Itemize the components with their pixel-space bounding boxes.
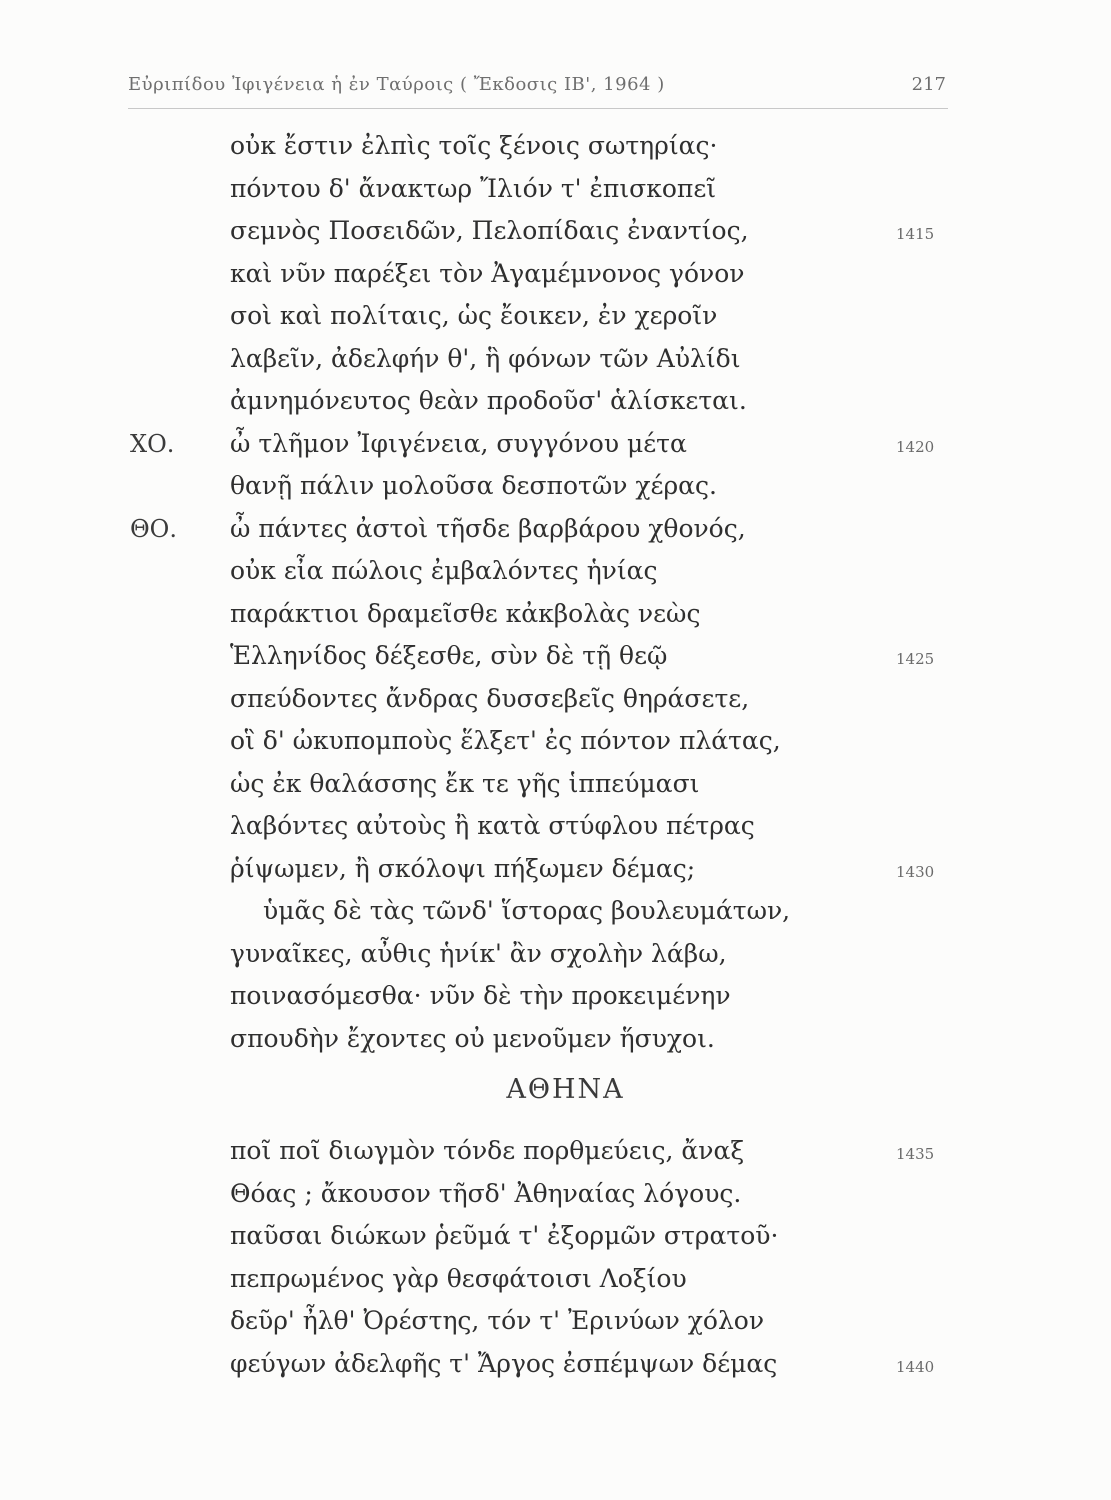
section-heading: ΑΘΗΝΑ <box>506 1074 625 1105</box>
verse-line: παῦσαι διώκων ῥεῦμά τ' ἐξορμῶν στρατοῦ· <box>230 1221 779 1250</box>
header-title: Εὐριπίδου Ἰφιγένεια ἡ ἐν Ταύροις ( Ἔκδοσις ΙΒ', 1964 ) <box>128 74 665 95</box>
verse-line: σοὶ καὶ πολίταις, ὡς ἔοικεν, ἐν χεροῖν <box>230 301 718 330</box>
line-number: 1430 <box>896 862 935 881</box>
verse-line: πεπρωμένος γὰρ θεσφάτοισι Λοξίου <box>230 1263 687 1293</box>
verse-line: παράκτιοι δραμεῖσθε κἀκβολὰς νεὼς <box>230 598 701 628</box>
verse-line: Θόας ; ἄκουσον τῆσδ' Ἀθηναίας λόγους. <box>230 1178 742 1208</box>
line-number: 1420 <box>896 437 935 456</box>
verse-line: οὐκ ἔστιν ἐλπὶς τοῖς ξένοις σωτηρίας· <box>230 131 718 160</box>
verse-line: σπεύδοντες ἄνδρας δυσσεβεῖς θηράσετε, <box>230 683 750 713</box>
verse-line: σεμνὸς Ποσειδῶν, Πελοπίδαις ἐναντίος, <box>230 216 749 245</box>
page-number: 217 <box>911 74 946 95</box>
verse-line: σπουδὴν ἔχοντες οὐ μενοῦμεν ἥσυχοι. <box>230 1023 715 1053</box>
verse-line: ὑμᾶς δὲ τὰς τῶνδ' ἵστορας βουλευμάτων, <box>263 896 791 925</box>
line-number: 1440 <box>896 1357 935 1376</box>
verse-line: οἳ δ' ὠκυπομποὺς ἕλξετ' ἐς πόντον πλάτας, <box>230 726 781 755</box>
line-number: 1435 <box>896 1145 935 1163</box>
verse-line: ποῖ ποῖ διωγμὸν τόνδε πορθμεύεις, ἄναξ <box>230 1136 745 1165</box>
verse-line: ὦ τλῆμον Ἰφιγένεια, συγγόνου μέτα <box>230 428 687 458</box>
verse-line: οὐκ εἶα πώλοις ἐμβαλόντες ἡνίας <box>230 556 658 585</box>
line-number: 1425 <box>896 650 935 668</box>
speaker-label: ΘΟ. <box>130 514 177 543</box>
verse-line: ποινασόμεσθα· νῦν δὲ τὴν προκειμένην <box>230 981 731 1010</box>
verse-line: γυναῖκες, αὖθις ἡνίκ' ἂν σχολὴν λάβω, <box>230 938 727 968</box>
speaker-label: ΧΟ. <box>130 429 175 458</box>
running-header <box>128 70 948 110</box>
verse-line: λαβόντες αὐτοὺς ἢ κατὰ στύφλου πέτρας <box>230 811 755 840</box>
verse-line: ῥίψωμεν, ἢ σκόλοψι πήξωμεν δέμας; <box>230 853 696 883</box>
verse-line: Ἑλληνίδος δέξεσθε, σὺν δὲ τῇ θεῷ <box>230 641 668 670</box>
line-number: 1415 <box>896 225 935 243</box>
verse-line: θανῇ πάλιν μολοῦσα δεσποτῶν χέρας. <box>230 471 717 500</box>
verse-line: ὦ πάντες ἀστοὶ τῆσδε βαρβάρου χθονός, <box>230 513 746 543</box>
verse-line: καὶ νῦν παρέξει τὸν Ἀγαμέμνονος γόνον <box>230 258 745 288</box>
verse-line: ὡς ἐκ θαλάσσης ἔκ τε γῆς ἱππεύμασι <box>230 768 700 798</box>
verse-line: ἀμνημόνευτος θεὰν προδοῦσ' ἁλίσκεται. <box>230 386 747 415</box>
header-rule <box>128 108 948 109</box>
verse-line: λαβεῖν, ἀδελφήν θ', ἣ φόνων τῶν Αὐλίδι <box>230 343 741 373</box>
verse-line: δεῦρ' ἦλθ' Ὀρέστης, τόν τ' Ἐρινύων χόλον <box>230 1306 765 1335</box>
verse-line: φεύγων ἀδελφῆς τ' Ἄργος ἐσπέμψων δέμας <box>230 1348 778 1378</box>
verse-line: πόντου δ' ἄνακτωρ Ἴλιόν τ' ἐπισκοπεῖ <box>230 173 717 203</box>
